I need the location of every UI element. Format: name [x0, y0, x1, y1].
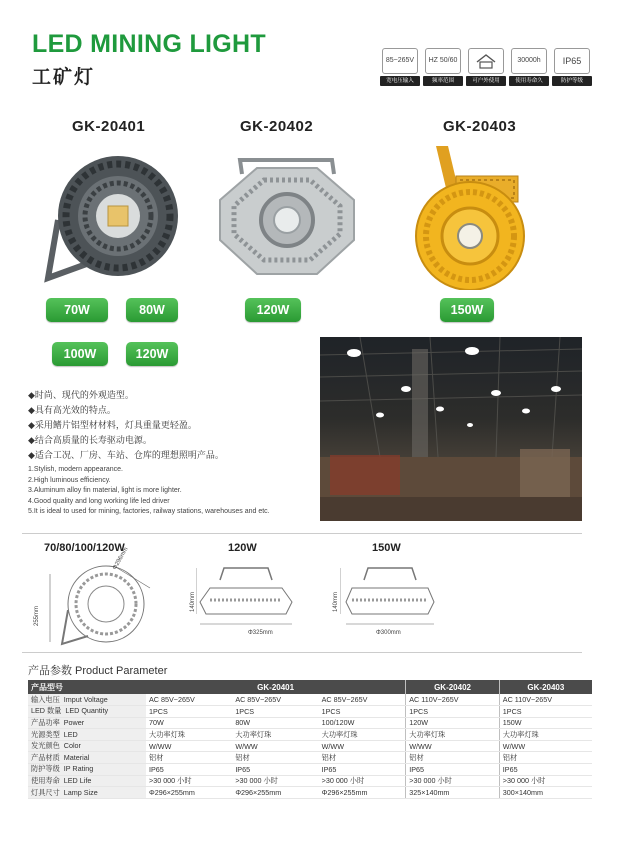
table-row [28, 787, 592, 799]
table-row [28, 706, 592, 718]
row-label: 发光颜色 Color [28, 740, 146, 752]
table-cell: >30 000 小时 [146, 775, 232, 787]
table-row [28, 717, 592, 729]
power-pill-100w: 100W [52, 342, 108, 366]
table-cell: 大功率灯珠 [499, 729, 592, 741]
table-header-cell: 产品型号 [28, 680, 146, 694]
table-cell: 80W [232, 717, 318, 729]
table-cell: 大功率灯珠 [406, 729, 500, 741]
table-cell: 1PCS [499, 706, 592, 718]
feature-cn-item: ◆适合工况、厂房、车站、仓库的理想照明产品。 [28, 450, 224, 460]
row-label: 产品材质 Material [28, 752, 146, 764]
section-divider-bottom [22, 652, 582, 653]
power-pill-80w: 80W [126, 298, 178, 322]
table-cell: IP65 [232, 764, 318, 776]
table-cell: 大功率灯珠 [232, 729, 318, 741]
table-cell: AC 85V~265V [146, 694, 232, 706]
dim-drawing-gk20401 [30, 558, 180, 655]
dim-title-gk20402: 120W [228, 542, 257, 554]
table-header-row [28, 680, 592, 694]
dim-height-label-gk20403: 140mm [333, 591, 339, 612]
power-pill-120w: 120W [126, 342, 178, 366]
lifetime-spec-icon: 30000h 使用寿命久 [509, 48, 549, 86]
power-pill-gk20402-120w: 120W [245, 298, 301, 322]
table-cell: IP65 [319, 764, 406, 776]
page-title-cn: 工矿灯 [32, 67, 96, 88]
table-header-cell: GK-20403 [499, 680, 592, 694]
table-cell: 大功率灯珠 [146, 729, 232, 741]
factory-application-photo [320, 337, 582, 521]
feature-en-item: 2.High luminous efficiency. [28, 476, 111, 484]
row-label: 灯具尺寸 Lamp Size [28, 787, 146, 799]
row-label: 防护等级 IP Rating [28, 764, 146, 776]
row-label: 产品功率 Power [28, 717, 146, 729]
table-row [28, 775, 592, 787]
table-cell: >30 000 小时 [232, 775, 318, 787]
table-cell: AC 110V~265V [499, 694, 592, 706]
table-cell: 铝材 [406, 752, 500, 764]
dim-title-gk20403: 150W [372, 542, 401, 554]
table-cell: AC 85V~265V [319, 694, 406, 706]
table-cell: 1PCS [319, 706, 406, 718]
table-header-cell: GK-20402 [406, 680, 500, 694]
table-header-cell: GK-20401 [146, 680, 406, 694]
outdoor-spec-icon: 可户外使用 [466, 48, 506, 86]
section-divider-top [22, 533, 582, 534]
table-cell: 150W [499, 717, 592, 729]
feature-en-item: 1.Stylish, modern appearance. [28, 466, 123, 473]
table-row [28, 694, 592, 706]
row-label: 输入电压 Imput Voltage [28, 694, 146, 706]
table-cell: IP65 [406, 764, 500, 776]
dim-width-label-gk20401: Φ296mm [112, 546, 130, 571]
table-cell: Φ296×255mm [146, 787, 232, 799]
voltage-spec-icon: 85~265V 宽电压输入 [380, 48, 420, 86]
model-name-gk20401: GK-20401 [72, 118, 146, 135]
dim-width-label-gk20403: Φ300mm [376, 630, 401, 636]
table-row [28, 729, 592, 741]
power-pill-gk20403-150w: 150W [440, 298, 494, 322]
table-cell: 铝材 [499, 752, 592, 764]
table-cell: Φ296×255mm [319, 787, 406, 799]
feature-en-item: 5.It is ideal to used for mining, factories, railway stations, warehouses and etc. [28, 508, 270, 515]
table-cell: Φ296×255mm [232, 787, 318, 799]
lamp-photo-gk20401 [40, 150, 180, 285]
row-label: 光源类型 LED [28, 729, 146, 741]
power-pill-70w: 70W [46, 298, 108, 322]
table-cell: AC 85V~265V [232, 694, 318, 706]
dim-height-label-gk20402: 140mm [190, 591, 196, 612]
frequency-spec-icon: HZ 50/60 频率范围 [423, 48, 463, 86]
feature-cn-item: ◆采用鳍片铝型材材料，灯具重量更轻盈。 [28, 420, 197, 430]
table-cell: 120W [406, 717, 500, 729]
row-label: 使用寿命 LED Life [28, 775, 146, 787]
table-cell: >30 000 小时 [319, 775, 406, 787]
ip-rating-spec-icon: IP65 防护等级 [552, 48, 592, 86]
spec-icon-row [380, 48, 592, 86]
table-cell: W/WW [406, 740, 500, 752]
feature-cn-item: ◆具有高光效的特点。 [28, 405, 116, 415]
table-cell: 1PCS [406, 706, 500, 718]
dim-drawing-gk20402 [196, 564, 296, 635]
row-label: LED 数量 LED Quantity [28, 706, 146, 718]
table-cell: 铝材 [232, 752, 318, 764]
table-cell: W/WW [146, 740, 232, 752]
table-cell: W/WW [499, 740, 592, 752]
table-row [28, 752, 592, 764]
table-title: 产品参数 Product Parameter [28, 665, 168, 677]
table-cell: 100/120W [319, 717, 406, 729]
table-cell: AC 110V~265V [406, 694, 500, 706]
model-name-gk20403: GK-20403 [443, 118, 517, 135]
table-cell: 大功率灯珠 [319, 729, 406, 741]
dim-width-label-gk20402: Φ325mm [248, 630, 273, 636]
lamp-photo-gk20403 [396, 142, 546, 290]
table-cell: 300×140mm [499, 787, 592, 799]
table-cell: 325×140mm [406, 787, 500, 799]
table-cell: IP65 [146, 764, 232, 776]
table-cell: 铝材 [146, 752, 232, 764]
model-name-gk20402: GK-20402 [240, 118, 314, 135]
dim-height-label-gk20401: 255mm [34, 605, 40, 626]
table-cell: 1PCS [232, 706, 318, 718]
table-cell: W/WW [232, 740, 318, 752]
table-cell: >30 000 小时 [406, 775, 500, 787]
table-cell: 70W [146, 717, 232, 729]
feature-en-item: 3.Aluminum alloy fin material, light is more lighter. [28, 487, 182, 494]
table-row [28, 764, 592, 776]
product-parameter-table [28, 680, 592, 799]
feature-en-item: 4.Good quality and long working life led driver [28, 497, 170, 505]
table-row [28, 740, 592, 752]
feature-cn-item: ◆结合高质量的长寿驱动电源。 [28, 435, 152, 445]
lamp-photo-gk20402 [212, 156, 362, 284]
feature-cn-item: ◆时尚、现代的外观造型。 [28, 390, 134, 400]
features-cn-list [28, 388, 224, 463]
table-cell: >30 000 小时 [499, 775, 592, 787]
features-en-list [28, 465, 270, 518]
table-cell: 铝材 [319, 752, 406, 764]
table-cell: W/WW [319, 740, 406, 752]
page-title-en: LED MINING LIGHT [32, 30, 266, 58]
table-cell: IP65 [499, 764, 592, 776]
dim-title-gk20401: 70/80/100/120W [44, 542, 125, 554]
table-cell: 1PCS [146, 706, 232, 718]
dim-drawing-gk20403 [340, 564, 440, 635]
